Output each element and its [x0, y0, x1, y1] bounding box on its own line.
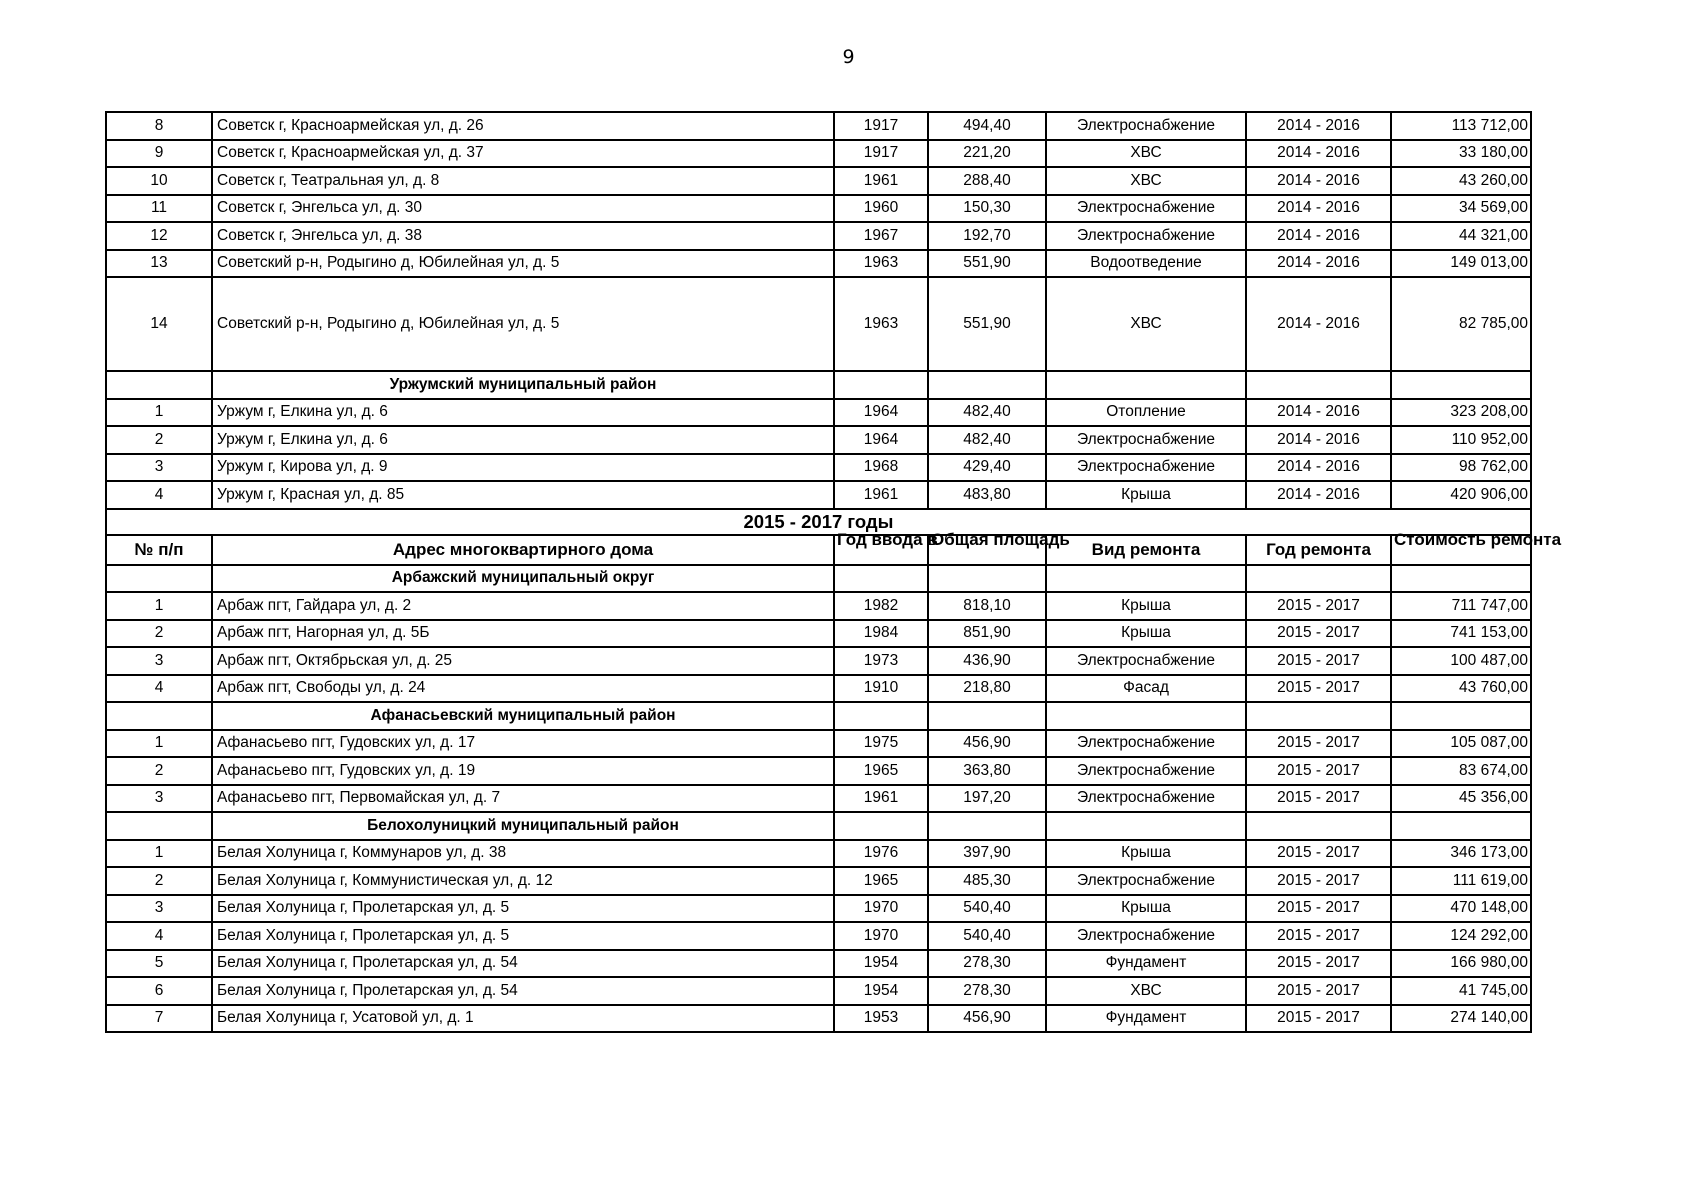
- cell-period: 2014 - 2016: [1246, 481, 1391, 509]
- cell-cost: 274 140,00: [1391, 1005, 1531, 1033]
- column-header-repair: Вид ремонта: [1046, 535, 1246, 565]
- cell-year: 1954: [834, 977, 928, 1005]
- empty-cell: [1246, 371, 1391, 399]
- cell-num: 9: [106, 140, 212, 168]
- cell-area: 483,80: [928, 481, 1046, 509]
- cell-address: Советский р-н, Родыгино д, Юбилейная ул, д. 5: [212, 277, 834, 371]
- empty-cell: [1391, 565, 1531, 593]
- table-row: [106, 922, 1531, 950]
- cell-area: 482,40: [928, 399, 1046, 427]
- cell-num: 4: [106, 922, 212, 950]
- cell-num: 1: [106, 399, 212, 427]
- empty-cell: [928, 371, 1046, 399]
- cell-year: 1964: [834, 399, 928, 427]
- cell-period: 2014 - 2016: [1246, 112, 1391, 140]
- cell-address: Афанасьево пгт, Первомайская ул, д. 7: [212, 785, 834, 813]
- cell-year: 1961: [834, 481, 928, 509]
- table-row: [106, 250, 1531, 278]
- table-row: [106, 785, 1531, 813]
- cell-cost: 33 180,00: [1391, 140, 1531, 168]
- table-row: [106, 647, 1531, 675]
- district-name: Белохолуницкий муниципальный район: [212, 812, 834, 840]
- cell-num: 2: [106, 867, 212, 895]
- table-body: [106, 112, 1562, 1032]
- empty-cell: [1046, 371, 1246, 399]
- cell-num: 4: [106, 481, 212, 509]
- column-header-address: Адрес многоквартирного дома: [212, 535, 834, 565]
- cell-year: 1973: [834, 647, 928, 675]
- cell-year: 1961: [834, 167, 928, 195]
- table-row: [106, 675, 1531, 703]
- cell-repair: ХВС: [1046, 140, 1246, 168]
- cell-area: 363,80: [928, 757, 1046, 785]
- cell-year: 1960: [834, 195, 928, 223]
- cell-area: 192,70: [928, 222, 1046, 250]
- cell-year: 1954: [834, 950, 928, 978]
- cell-cost: 45 356,00: [1391, 785, 1531, 813]
- cell-period: 2014 - 2016: [1246, 167, 1391, 195]
- table-row: [106, 757, 1531, 785]
- empty-cell: [106, 812, 212, 840]
- cell-year: 1963: [834, 277, 928, 371]
- empty-cell: [106, 565, 212, 593]
- cell-period: 2015 - 2017: [1246, 950, 1391, 978]
- cell-address: Советск г, Энгельса ул, д. 38: [212, 222, 834, 250]
- cell-repair: Фундамент: [1046, 950, 1246, 978]
- empty-cell: [1391, 371, 1531, 399]
- cell-num: 1: [106, 840, 212, 868]
- period-heading: 2015 - 2017 годы: [106, 509, 1531, 535]
- cell-period: 2015 - 2017: [1246, 757, 1391, 785]
- district-name: Уржумский муниципальный район: [212, 371, 834, 399]
- column-header-area: [928, 529, 1070, 565]
- cell-cost: 420 906,00: [1391, 481, 1531, 509]
- table-row: [106, 895, 1531, 923]
- empty-cell: [834, 565, 928, 593]
- cell-repair: Электроснабжение: [1046, 112, 1246, 140]
- cell-cost: 82 785,00: [1391, 277, 1531, 371]
- cell-num: 4: [106, 675, 212, 703]
- cell-year: 1953: [834, 1005, 928, 1033]
- cell-repair: Фасад: [1046, 675, 1246, 703]
- cell-year: 1968: [834, 454, 928, 482]
- column-header-year: [834, 529, 938, 565]
- cell-repair: Электроснабжение: [1046, 922, 1246, 950]
- cell-year: 1970: [834, 895, 928, 923]
- cell-address: Арбаж пгт, Нагорная ул, д. 5Б: [212, 620, 834, 648]
- cell-address: Советский р-н, Родыгино д, Юбилейная ул, д. 5: [212, 250, 834, 278]
- empty-cell: [106, 702, 212, 730]
- cell-year: 1917: [834, 140, 928, 168]
- table-row: [106, 112, 1531, 140]
- cell-num: 12: [106, 222, 212, 250]
- cell-cost: 323 208,00: [1391, 399, 1531, 427]
- cell-area: 218,80: [928, 675, 1046, 703]
- cell-period: 2015 - 2017: [1246, 730, 1391, 758]
- cell-cost: 113 712,00: [1391, 112, 1531, 140]
- cell-period: 2015 - 2017: [1246, 1005, 1391, 1033]
- cell-area: 540,40: [928, 895, 1046, 923]
- cell-address: Белая Холуница г, Коммунаров ул, д. 38: [212, 840, 834, 868]
- cell-num: 11: [106, 195, 212, 223]
- cell-cost: 110 952,00: [1391, 426, 1531, 454]
- table-row: [106, 140, 1531, 168]
- cell-area: 397,90: [928, 840, 1046, 868]
- cell-address: Афанасьево пгт, Гудовских ул, д. 19: [212, 757, 834, 785]
- cell-period: 2014 - 2016: [1246, 399, 1391, 427]
- empty-cell: [1046, 812, 1246, 840]
- empty-cell: [834, 702, 928, 730]
- table-row: [106, 1005, 1531, 1033]
- cell-cost: 470 148,00: [1391, 895, 1531, 923]
- table-row: [106, 840, 1531, 868]
- table-row: [106, 195, 1531, 223]
- cell-address: Советск г, Театральная ул, д. 8: [212, 167, 834, 195]
- table-row: [106, 977, 1531, 1005]
- cell-period: 2014 - 2016: [1246, 140, 1391, 168]
- cell-cost: 346 173,00: [1391, 840, 1531, 868]
- cell-repair: Отопление: [1046, 399, 1246, 427]
- cell-address: Белая Холуница г, Коммунистическая ул, д. 12: [212, 867, 834, 895]
- cell-area: 221,20: [928, 140, 1046, 168]
- cell-num: 3: [106, 454, 212, 482]
- cell-period: 2014 - 2016: [1246, 454, 1391, 482]
- empty-cell: [1246, 565, 1391, 593]
- empty-cell: [1046, 702, 1246, 730]
- cell-cost: 711 747,00: [1391, 592, 1531, 620]
- empty-cell: [1246, 702, 1391, 730]
- cell-num: 10: [106, 167, 212, 195]
- cell-area: 436,90: [928, 647, 1046, 675]
- table-row: [106, 454, 1531, 482]
- cell-num: 2: [106, 426, 212, 454]
- column-header-num: № п/п: [106, 535, 212, 565]
- cell-repair: Электроснабжение: [1046, 785, 1246, 813]
- cell-address: Уржум г, Елкина ул, д. 6: [212, 399, 834, 427]
- cell-address: Уржум г, Кирова ул, д. 9: [212, 454, 834, 482]
- cell-period: 2014 - 2016: [1246, 222, 1391, 250]
- cell-repair: Электроснабжение: [1046, 867, 1246, 895]
- cell-period: 2015 - 2017: [1246, 922, 1391, 950]
- cell-year: 1975: [834, 730, 928, 758]
- cell-repair: Электроснабжение: [1046, 730, 1246, 758]
- cell-num: 5: [106, 950, 212, 978]
- cell-repair: Водоотведение: [1046, 250, 1246, 278]
- cell-address: Уржум г, Елкина ул, д. 6: [212, 426, 834, 454]
- cell-area: 551,90: [928, 277, 1046, 371]
- cell-area: 150,30: [928, 195, 1046, 223]
- table-row: [106, 950, 1531, 978]
- cell-area: 494,40: [928, 112, 1046, 140]
- table-row: [106, 620, 1531, 648]
- cell-period: 2015 - 2017: [1246, 620, 1391, 648]
- column-header-row: [106, 535, 1531, 565]
- empty-cell: [106, 371, 212, 399]
- cell-address: Арбаж пгт, Свободы ул, д. 24: [212, 675, 834, 703]
- table-row: [106, 730, 1531, 758]
- cell-year: 1963: [834, 250, 928, 278]
- cell-cost: 34 569,00: [1391, 195, 1531, 223]
- cell-area: 540,40: [928, 922, 1046, 950]
- cell-period: 2015 - 2017: [1246, 785, 1391, 813]
- cell-num: 3: [106, 647, 212, 675]
- cell-cost: 124 292,00: [1391, 922, 1531, 950]
- cell-num: 13: [106, 250, 212, 278]
- cell-address: Белая Холуница г, Пролетарская ул, д. 5: [212, 895, 834, 923]
- empty-cell: [928, 565, 1046, 593]
- cell-area: 288,40: [928, 167, 1046, 195]
- cell-repair: Электроснабжение: [1046, 757, 1246, 785]
- cell-cost: 166 980,00: [1391, 950, 1531, 978]
- cell-repair: ХВС: [1046, 167, 1246, 195]
- cell-repair: ХВС: [1046, 977, 1246, 1005]
- cell-repair: Крыша: [1046, 895, 1246, 923]
- page-number: 9: [842, 46, 855, 68]
- cell-address: Уржум г, Красная ул, д. 85: [212, 481, 834, 509]
- column-header-cost: [1391, 529, 1562, 565]
- cell-num: 7: [106, 1005, 212, 1033]
- cell-area: 456,90: [928, 1005, 1046, 1033]
- cell-repair: Крыша: [1046, 840, 1246, 868]
- cell-address: Арбаж пгт, Октябрьская ул, д. 25: [212, 647, 834, 675]
- cell-address: Советск г, Энгельса ул, д. 30: [212, 195, 834, 223]
- empty-cell: [834, 812, 928, 840]
- table-row: [106, 277, 1531, 371]
- cell-year: 1967: [834, 222, 928, 250]
- cell-repair: Фундамент: [1046, 1005, 1246, 1033]
- empty-cell: [834, 371, 928, 399]
- cell-year: 1961: [834, 785, 928, 813]
- cell-address: Советск г, Красноармейская ул, д. 37: [212, 140, 834, 168]
- cell-num: 8: [106, 112, 212, 140]
- cell-area: 851,90: [928, 620, 1046, 648]
- cell-period: 2015 - 2017: [1246, 647, 1391, 675]
- cell-address: Белая Холуница г, Пролетарская ул, д. 54: [212, 977, 834, 1005]
- cell-area: 429,40: [928, 454, 1046, 482]
- empty-cell: [928, 702, 1046, 730]
- column-header-period: Год ремонта: [1246, 535, 1391, 565]
- table-row: [106, 481, 1531, 509]
- cell-address: Арбаж пгт, Гайдара ул, д. 2: [212, 592, 834, 620]
- cell-year: 1910: [834, 675, 928, 703]
- district-heading-row: [106, 565, 1531, 593]
- cell-area: 456,90: [928, 730, 1046, 758]
- column-header-text: Год ввода в: [837, 529, 938, 549]
- cell-repair: Электроснабжение: [1046, 454, 1246, 482]
- cell-num: 2: [106, 620, 212, 648]
- cell-year: 1965: [834, 757, 928, 785]
- cell-year: 1964: [834, 426, 928, 454]
- cell-period: 2015 - 2017: [1246, 675, 1391, 703]
- cell-period: 2014 - 2016: [1246, 426, 1391, 454]
- cell-address: Белая Холуница г, Пролетарская ул, д. 5: [212, 922, 834, 950]
- cell-cost: 43 760,00: [1391, 675, 1531, 703]
- cell-num: 2: [106, 757, 212, 785]
- cell-year: 1976: [834, 840, 928, 868]
- repair-schedule-table: [105, 111, 1562, 1033]
- cell-period: 2015 - 2017: [1246, 867, 1391, 895]
- column-header-text: Стоимость ремонта: [1394, 529, 1562, 549]
- period-heading-row: [106, 509, 1531, 535]
- cell-repair: ХВС: [1046, 277, 1246, 371]
- cell-cost: 98 762,00: [1391, 454, 1531, 482]
- district-name: Афанасьевский муниципальный район: [212, 702, 834, 730]
- cell-cost: 43 260,00: [1391, 167, 1531, 195]
- cell-year: 1965: [834, 867, 928, 895]
- cell-area: 482,40: [928, 426, 1046, 454]
- cell-year: 1917: [834, 112, 928, 140]
- empty-cell: [1391, 812, 1531, 840]
- cell-period: 2014 - 2016: [1246, 250, 1391, 278]
- cell-repair: Электроснабжение: [1046, 195, 1246, 223]
- cell-repair: Электроснабжение: [1046, 222, 1246, 250]
- cell-num: 3: [106, 895, 212, 923]
- cell-repair: Крыша: [1046, 592, 1246, 620]
- cell-area: 278,30: [928, 950, 1046, 978]
- cell-period: 2015 - 2017: [1246, 592, 1391, 620]
- cell-period: 2015 - 2017: [1246, 840, 1391, 868]
- cell-cost: 741 153,00: [1391, 620, 1531, 648]
- cell-repair: Крыша: [1046, 620, 1246, 648]
- cell-num: 3: [106, 785, 212, 813]
- district-heading-row: [106, 371, 1531, 399]
- cell-repair: Электроснабжение: [1046, 426, 1246, 454]
- cell-num: 14: [106, 277, 212, 371]
- cell-cost: 83 674,00: [1391, 757, 1531, 785]
- district-name: Арбажский муниципальный округ: [212, 565, 834, 593]
- empty-cell: [1391, 702, 1531, 730]
- district-heading-row: [106, 702, 1531, 730]
- cell-area: 818,10: [928, 592, 1046, 620]
- empty-cell: [928, 812, 1046, 840]
- cell-area: 551,90: [928, 250, 1046, 278]
- column-header-text: Общая площадь: [931, 529, 1070, 549]
- cell-cost: 149 013,00: [1391, 250, 1531, 278]
- cell-period: 2014 - 2016: [1246, 277, 1391, 371]
- cell-num: 1: [106, 592, 212, 620]
- cell-num: 1: [106, 730, 212, 758]
- table-row: [106, 426, 1531, 454]
- cell-cost: 100 487,00: [1391, 647, 1531, 675]
- cell-area: 278,30: [928, 977, 1046, 1005]
- table-row: [106, 399, 1531, 427]
- empty-cell: [1246, 812, 1391, 840]
- cell-cost: 105 087,00: [1391, 730, 1531, 758]
- cell-year: 1970: [834, 922, 928, 950]
- cell-period: 2014 - 2016: [1246, 195, 1391, 223]
- cell-year: 1984: [834, 620, 928, 648]
- cell-repair: Крыша: [1046, 481, 1246, 509]
- table-row: [106, 592, 1531, 620]
- cell-cost: 41 745,00: [1391, 977, 1531, 1005]
- cell-cost: 44 321,00: [1391, 222, 1531, 250]
- cell-address: Советск г, Красноармейская ул, д. 26: [212, 112, 834, 140]
- cell-address: Белая Холуница г, Усатовой ул, д. 1: [212, 1005, 834, 1033]
- table-row: [106, 867, 1531, 895]
- cell-num: 6: [106, 977, 212, 1005]
- empty-cell: [1046, 565, 1246, 593]
- cell-address: Белая Холуница г, Пролетарская ул, д. 54: [212, 950, 834, 978]
- cell-area: 197,20: [928, 785, 1046, 813]
- cell-period: 2015 - 2017: [1246, 895, 1391, 923]
- cell-year: 1982: [834, 592, 928, 620]
- cell-area: 485,30: [928, 867, 1046, 895]
- district-heading-row: [106, 812, 1531, 840]
- cell-cost: 111 619,00: [1391, 867, 1531, 895]
- table-row: [106, 167, 1531, 195]
- cell-address: Афанасьево пгт, Гудовских ул, д. 17: [212, 730, 834, 758]
- table-row: [106, 222, 1531, 250]
- cell-period: 2015 - 2017: [1246, 977, 1391, 1005]
- cell-repair: Электроснабжение: [1046, 647, 1246, 675]
